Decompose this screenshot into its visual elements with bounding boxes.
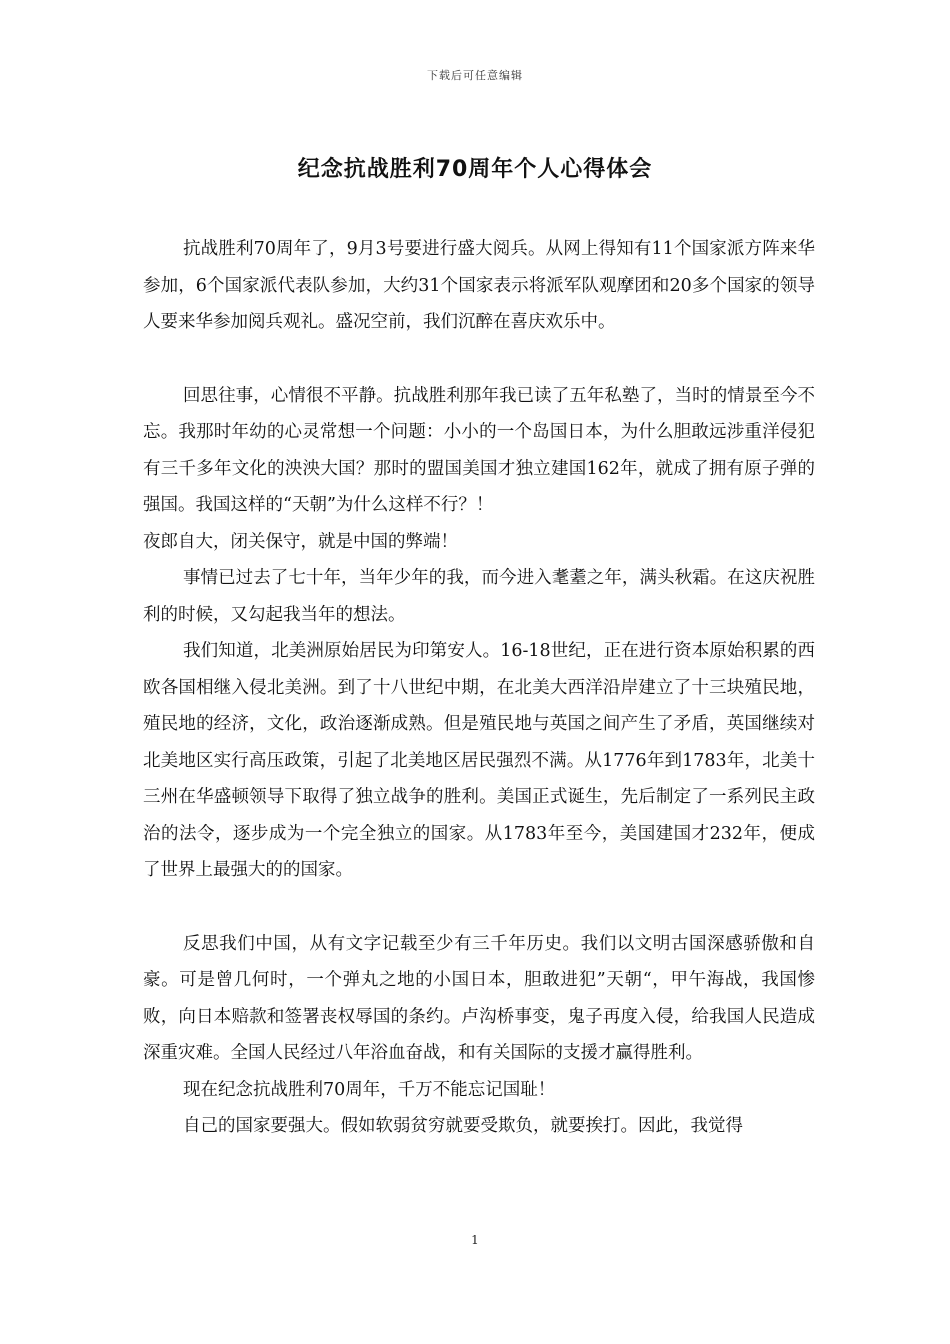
paragraph-7: 现在纪念抗战胜利70周年，千万不能忘记国耻！	[183, 1079, 556, 1100]
paragraph-4: 事情已过去了七十年，当年少年的我，而今进入耄耋之年，满头秋霜。在这庆祝胜利的时候，又勾起我当年的想法。	[143, 568, 815, 625]
paragraph-8: 自己的国家要强大。假如软弱贫穷就要受欺负，就要挨打。因此，我觉得	[183, 1116, 743, 1136]
paragraph-gap	[143, 341, 815, 378]
page-header-note: 下载后可任意编辑	[427, 69, 523, 82]
paragraph-3: 夜郎自大，闭关保守，就是中国的弊端！	[143, 531, 458, 552]
paragraph-2: 回思往事，心情很不平静。抗战胜利那年我已读了五年私塾了，当时的情景至今不忘。我那时年幼的心灵常想一个问题：小小的一个岛国日本，为什么胆敢远涉重洋侵犯有三千多年文化的泱泱大国？那时的盟国美国才独立建国162年，就成了拥有原子弹的强国。我国这样的“天朝”为什么这样不行？！	[143, 385, 815, 515]
paragraph-gap	[143, 889, 815, 926]
paragraph-6: 反思我们中国，从有文字记载至少有三千年历史。我们以文明古国深感骄傲和自豪。可是曾几何时，一个弹丸之地的小国日本，胆敢进犯”天朝“，甲午海战，我国惨败，向日本赔款和签署丧权辱国的条约。卢沟桥事变，鬼子再度入侵，给我国人民造成深重灾难。全国人民经过八年浴血奋战，和有关国际的支援才赢得胜利。	[143, 933, 815, 1063]
document-title: 纪念抗战胜利70周年个人心得体会	[297, 157, 653, 182]
document-body	[143, 231, 815, 1145]
paragraph-5: 我们知道，北美洲原始居民为印第安人。16-18世纪，正在进行资本原始积累的西欧各国相继入侵北美洲。到了十八世纪中期，在北美大西洋沿岸建立了十三块殖民地，殖民地的经济，文化，政治逐渐成熟。但是殖民地与英国之间产生了矛盾，英国继续对北美地区实行高压政策，引起了北美地区居民强烈不满。从1776年到1783年，北美十三州在华盛顿领导下取得了独立战争的胜利。美国正式诞生，先后制定了一系列民主政治的法令，逐步成为一个完全独立的国家。从1783年至今，美国建国才232年，便成了世界上最强大的的国家。	[143, 641, 815, 880]
paragraph-1: 抗战胜利70周年了，9月3号要进行盛大阅兵。从网上得知有11个国家派方阵来华参加，6个国家派代表队参加，大约31个国家表示将派军队观摩团和20多个国家的领导人要来华参加阅兵观礼。盛况空前，我们沉醉在喜庆欢乐中。	[143, 239, 815, 332]
page-number: 1	[471, 1233, 479, 1247]
